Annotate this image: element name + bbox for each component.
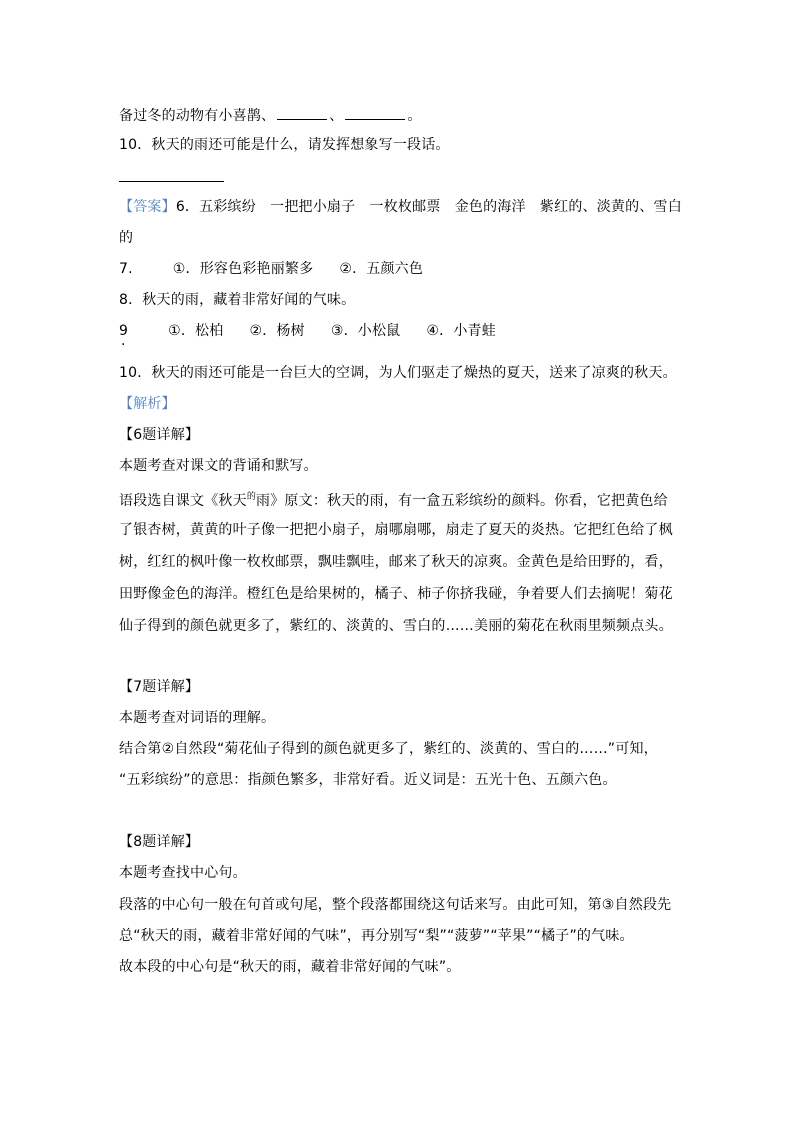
answer-q10: 10．秋天的雨还可能是一台巨大的空调，为人们驱走了燥热的夏天，送来了凉爽的秋天。 [119, 365, 677, 381]
q6-intro: 本题考查对课文的背诵和默写。 [119, 458, 318, 474]
q7-number: 7. [119, 261, 133, 277]
q9-item-3: ③．小松鼠 [330, 323, 401, 339]
answer-q7 [119, 260, 423, 278]
analysis-label: 【解析】 [119, 396, 176, 412]
answer-label: 【答案】 [119, 199, 176, 215]
q6-para-text-b: 雨》原文：秋天的雨，有一盒五彩缤纷的颜料。你看，它把黄色给 [256, 493, 668, 509]
q7-heading: 【7题详解】 [119, 679, 200, 695]
q9-number: 9 [119, 323, 129, 339]
q9-dot: · [121, 337, 126, 353]
q6-para-line1 [119, 488, 668, 510]
answer-q6-text: 6．五彩缤纷 一把把小扇子 一枚枚邮票 金色的海洋 紫红的、淡黄的、雪白 [175, 199, 682, 215]
q7-item-2: ②．五颜六色 [339, 261, 424, 277]
question9-tail [119, 105, 422, 125]
q9-item-1: ①．松柏 [168, 323, 224, 339]
q6-heading: 【6题详解】 [119, 427, 200, 443]
period: 。 [407, 108, 422, 124]
answer-blank-1 [277, 105, 327, 120]
q8-intro: 本题考查找中心句。 [119, 865, 247, 881]
separator: 、 [329, 108, 344, 124]
q6-para-line4: 田野像金色的海洋。橙红色是给果树的，橘子、柿子你挤我碰，争着要人们去摘呢！菊花 [119, 586, 673, 602]
answer-q8: 8．秋天的雨，藏着非常好闻的气味。 [119, 292, 356, 308]
q8-para-line1: 段落的中心句一般在句首或句尾，整个段落都围绕这句话来写。由此可知，第③自然段先 [119, 897, 672, 913]
question10: 10．秋天的雨还可能是什么，请发挥想象写一段话。 [119, 137, 450, 153]
answer-line [119, 181, 224, 182]
q8-para-line2: 总“秋天的雨，藏着非常好闻的气味”，再分别写“梨”“菠萝”“苹果”“橘子”的气味。 [119, 928, 634, 944]
q6-para-line5: 仙子得到的颜色就更多了，紫红的、淡黄的、雪白的……美丽的菊花在秋雨里频频点头。 [119, 618, 673, 634]
answer-blank-2 [345, 105, 405, 120]
q7-para-line1: 结合第②自然段“菊花仙子得到的颜色就更多了，紫红的、淡黄的、雪白的……”可知， [119, 741, 658, 757]
answer-q6-line1 [119, 198, 682, 216]
superscript-de: 的 [246, 492, 257, 502]
q8-para-line3: 故本段的中心句是“秋天的雨，藏着非常好闻的气味”。 [119, 959, 461, 975]
answer-q6-line2: 的 [119, 230, 134, 246]
q9-item-4: ④．小青蛙 [426, 323, 496, 339]
q9-item-2: ②．杨树 [249, 323, 305, 339]
answer-q9 [119, 322, 496, 340]
q6-para-line2: 了银杏树，黄黄的叶子像一把把小扇子，扇哪扇哪，扇走了夏天的炎热。它把红色给了枫 [119, 522, 673, 538]
q8-heading: 【8题详解】 [119, 834, 200, 850]
q7-para-line2: “五彩缤纷”的意思：指颜色繁多，非常好看。近义词是：五光十色、五颜六色。 [119, 772, 617, 788]
q7-intro: 本题考查对词语的理解。 [119, 710, 276, 726]
question9-tail-text: 备过冬的动物有小喜鹊、 [119, 108, 276, 124]
q7-item-1: ①．形容色彩艳丽繁多 [172, 261, 314, 277]
q6-para-text-a: 语段选自课文《秋天 [119, 493, 247, 509]
q6-para-line3: 树，红红的枫叶像一枚枚邮票，飘哇飘哇，邮来了秋天的凉爽。金黄色是给田野的，看， [119, 554, 673, 570]
